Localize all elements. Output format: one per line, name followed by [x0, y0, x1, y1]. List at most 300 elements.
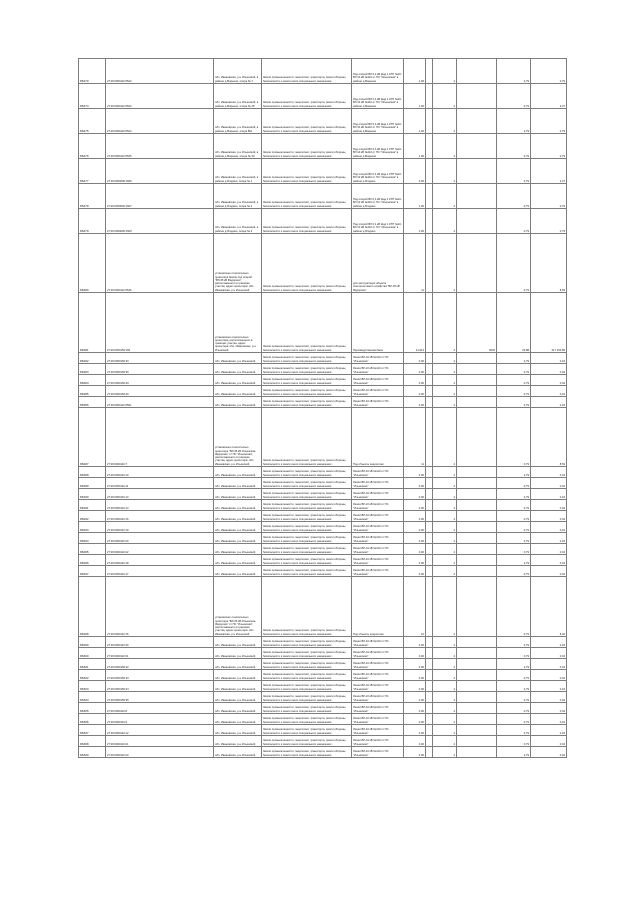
permitted-use: Линия ВЛ-10 кВ №110 от ПС "Ильинская": [352, 648, 404, 659]
location: обл. Ивановская, р-н Ильинский, в районе д.Марьино, опора № 25: [214, 84, 262, 109]
permitted-use: Линия ВЛ-10 кВ №110 от ПС "Ильинская": [352, 725, 404, 736]
location: обл. Ивановская, р-н Ильинский, в районе д.Ягодино, опора № 2: [214, 184, 262, 209]
location: обл. Ивановская, р-н Ильинский: [214, 736, 262, 747]
tax-value: 0,04: [531, 500, 567, 511]
spacer-cell: [426, 522, 433, 533]
tax-value: 0,04: [531, 703, 567, 714]
location: обл. Ивановская, р-н Ильинский: [214, 714, 262, 725]
count-value: 4: [433, 703, 457, 714]
extra-value: [457, 736, 497, 747]
cadastral-number: 27:06:0000150:30: [106, 353, 214, 364]
area-value: 0,00: [404, 681, 426, 692]
row-id: 86281: [79, 293, 106, 353]
rate-value: 0,79: [497, 566, 531, 577]
permitted-use: Линия ВЛ-10 кВ №110 от ПС "Ильинская": [352, 397, 404, 408]
spacer-cell: [426, 637, 433, 648]
extra-value: [457, 648, 497, 659]
location: обл. Ивановская, р-н Ильинский: [214, 747, 262, 758]
spacer-cell: [426, 234, 433, 293]
tax-value: 2,37: [531, 84, 567, 109]
rate-value: 0,79: [497, 84, 531, 109]
table-row: [79, 397, 567, 408]
permitted-use: Линия ВЛ-10 кВ №110 от ПС "Ильинская": [352, 703, 404, 714]
land-category: Земли промышленности, энергетики, транспорта, земли обороны, безопасности и земли иного специального назначения: [262, 747, 352, 758]
cadastral-number: 27:06:0000110:6561: [106, 397, 214, 408]
location: обл. Ивановская, р-н Ильинский: [214, 386, 262, 397]
area-value: 0,00: [404, 522, 426, 533]
spacer-cell: [426, 703, 433, 714]
cadastral-number: 27:06:0000110:6524: [106, 109, 214, 134]
area-value: 0,00: [404, 386, 426, 397]
table-row: [79, 84, 567, 109]
cadastral-number: 27:06:0000000:1505: [106, 159, 214, 184]
permitted-use: Линия ВЛ-10 кВ №110 от ПС "Ильинская": [352, 566, 404, 577]
permitted-use: Линия ВЛ-10 кВ №110 от ПС "Ильинская": [352, 489, 404, 500]
location: установлено относительно ориентира, расположенного в границах участка, адрес ориентира: обл. Ивановская, р-н Ильинский: [214, 293, 262, 353]
land-category: Земли промышленности, энергетики, транспорта, земли обороны, безопасности и земли иного специального назначения: [262, 234, 352, 293]
spacer-cell: [426, 109, 433, 134]
tax-value: 0,04: [531, 511, 567, 522]
area-value: 1,00: [404, 109, 426, 134]
area-value: 0,00: [404, 544, 426, 555]
location: обл. Ивановская, р-н Ильинский: [214, 500, 262, 511]
land-category: Земли промышленности, энергетики, транспорта, земли обороны, безопасности и земли иного специального назначения: [262, 566, 352, 577]
cadastral-number: 27:06:0000110:12: [106, 725, 214, 736]
tax-value: 0,04: [531, 736, 567, 747]
extra-value: [457, 692, 497, 703]
row-id: 86285: [79, 386, 106, 397]
count-value: 4: [433, 353, 457, 364]
row-id: 86297: [79, 566, 106, 577]
permitted-use: Под опорой ВЛ 0,4 кВ фид.1 КТП №10-ВЛ 10 кВ №110 от ПС "Ильинская" в районе д.Марьино: [352, 109, 404, 134]
location: обл. Ивановская, р-н Ильинский, в районе д.Марьино, опора Вк1: [214, 109, 262, 134]
count-value: 4: [433, 714, 457, 725]
permitted-use: Производственная база: [352, 293, 404, 353]
table-row: [79, 386, 567, 397]
tax-value: 0,04: [531, 670, 567, 681]
location: обл. Ивановская, р-н Ильинский: [214, 703, 262, 714]
permitted-use: Линия ВЛ-10 кВ №110 от ПС "Ильинская": [352, 478, 404, 489]
spacer-cell: [426, 375, 433, 386]
land-category: Земли промышленности, энергетики, транспорта, земли обороны, безопасности и земли иного специального назначения: [262, 703, 352, 714]
permitted-use: для эксплуатации объекта электросетевого хозяйства "ВЛ-35 кВ Фёдорово": [352, 234, 404, 293]
cadastral-number: 27:06:0000110:7: [106, 408, 214, 467]
land-category: Земли промышленности, энергетики, транспорта, земли обороны, безопасности и земли иного специального назначения: [262, 375, 352, 386]
location: обл. Ивановская, р-н Ильинский: [214, 364, 262, 375]
rate-value: 0,79: [497, 500, 531, 511]
area-value: 1,00: [404, 134, 426, 159]
permitted-use: Линия ВЛ-10 кВ №110 от ПС "Ильинская": [352, 375, 404, 386]
spacer-cell: [426, 489, 433, 500]
extra-value: [457, 681, 497, 692]
location: обл. Ивановская, р-н Ильинский: [214, 681, 262, 692]
count-value: 4: [433, 577, 457, 637]
extra-value: [457, 670, 497, 681]
extra-value: [457, 637, 497, 648]
location: обл. Ивановская, р-н Ильинский: [214, 670, 262, 681]
extra-value: [457, 500, 497, 511]
cadastral-number: 27:06:0000150:34: [106, 681, 214, 692]
area-value: 0,00: [404, 703, 426, 714]
cadastral-number: 27:06:0000110:23: [106, 747, 214, 758]
table-row: [79, 736, 567, 747]
area-value: 11: [404, 408, 426, 467]
location: обл. Ивановская, р-н Ильинский: [214, 375, 262, 386]
extra-value: [457, 59, 497, 84]
table-row: [79, 577, 567, 637]
row-id: 86282: [79, 353, 106, 364]
location: обл. Ивановская, р-н Ильинский: [214, 555, 262, 566]
permitted-use: Линия ВЛ-10 кВ №110 от ПС "Ильинская": [352, 544, 404, 555]
area-value: 0,00: [404, 714, 426, 725]
location: обл. Ивановская, р-н Ильинский: [214, 522, 262, 533]
location: обл. Ивановская, р-н Ильинский: [214, 637, 262, 648]
tax-value: 0,04: [531, 397, 567, 408]
spacer-cell: [426, 500, 433, 511]
cadastral-number: 27:06:0000110:21: [106, 736, 214, 747]
area-value: 0,00: [404, 736, 426, 747]
cadastral-number: 27:06:0000110:22: [106, 544, 214, 555]
count-value: 4: [433, 467, 457, 478]
row-id: 86291: [79, 500, 106, 511]
extra-value: [457, 159, 497, 184]
extra-value: [457, 714, 497, 725]
spacer-cell: [426, 134, 433, 159]
tax-value: 0,04: [531, 375, 567, 386]
rate-value: 0,79: [497, 134, 531, 159]
land-category: Земли промышленности, энергетики, транспорта, земли обороны, безопасности и земли иного специального назначения: [262, 692, 352, 703]
area-value: 1,00: [404, 59, 426, 84]
spacer-cell: [426, 59, 433, 84]
extra-value: [457, 386, 497, 397]
land-category: Земли промышленности, энергетики, транспорта, земли обороны, безопасности и земли иного специального назначения: [262, 209, 352, 234]
spacer-cell: [426, 408, 433, 467]
cadastral-number: 27:06:0000110:17: [106, 566, 214, 577]
rate-value: 0,79: [497, 681, 531, 692]
count-value: 4: [433, 692, 457, 703]
location: обл. Ивановская, р-н Ильинский: [214, 478, 262, 489]
spacer-cell: [426, 533, 433, 544]
rate-value: 0,79: [497, 386, 531, 397]
row-id: 86293: [79, 522, 106, 533]
table-row: [79, 670, 567, 681]
table-row: [79, 209, 567, 234]
row-id: 86301: [79, 659, 106, 670]
land-category: Земли промышленности, энергетики, транспорта, земли обороны, безопасности и земли иного специального назначения: [262, 522, 352, 533]
land-category: Земли промышленности, энергетики, транспорта, земли обороны, безопасности и земли иного специального назначения: [262, 184, 352, 209]
land-category: Земли промышленности, энергетики, транспорта, земли обороны, безопасности и земли иного специального назначения: [262, 544, 352, 555]
permitted-use: Под объекты энергетики: [352, 577, 404, 637]
row-id: 86299: [79, 637, 106, 648]
land-category: Земли промышленности, энергетики, транспорта, земли обороны, безопасности и земли иного специального назначения: [262, 489, 352, 500]
extra-value: [457, 353, 497, 364]
row-id: 86284: [79, 375, 106, 386]
tax-value: 0,04: [531, 648, 567, 659]
tax-value: 0,04: [531, 364, 567, 375]
land-category: Земли промышленности, энергетики, транспорта, земли обороны, безопасности и земли иного специального назначения: [262, 736, 352, 747]
land-category: Земли промышленности, энергетики, транспорта, земли обороны, безопасности и земли иного специального назначения: [262, 364, 352, 375]
extra-value: [457, 544, 497, 555]
row-id: 86309: [79, 747, 106, 758]
rate-value: 0,79: [497, 659, 531, 670]
row-id: 86307: [79, 725, 106, 736]
cadastral-number: 27:06:0000110:8: [106, 703, 214, 714]
location: обл. Ивановская, р-н Ильинский: [214, 725, 262, 736]
spacer-cell: [426, 364, 433, 375]
count-value: 4: [433, 648, 457, 659]
count-value: 4: [433, 637, 457, 648]
rate-value: 0,79: [497, 533, 531, 544]
area-value: 1,00: [404, 184, 426, 209]
tax-value: 0,79: [531, 134, 567, 159]
table-row: [79, 714, 567, 725]
area-value: 0,00: [404, 648, 426, 659]
rate-value: 0,79: [497, 159, 531, 184]
rate-value: 0,79: [497, 725, 531, 736]
tax-value: 8,02: [531, 577, 567, 637]
cadastral-number: 27:06:0000110:6546: [106, 234, 214, 293]
cadastral-number: 27:06:0000150:35: [106, 692, 214, 703]
area-value: 0,00: [404, 659, 426, 670]
count-value: 4: [433, 159, 457, 184]
spacer-cell: [426, 670, 433, 681]
row-id: 86288: [79, 467, 106, 478]
permitted-use: Линия ВЛ-10 кВ №110 от ПС "Ильинская": [352, 500, 404, 511]
tax-value: 0,04: [531, 747, 567, 758]
spacer-cell: [426, 209, 433, 234]
tax-value: 0,04: [531, 725, 567, 736]
table-row: [79, 725, 567, 736]
land-category: Земли промышленности, энергетики, транспорта, земли обороны, безопасности и земли иного специального назначения: [262, 511, 352, 522]
permitted-use: Линия ВЛ-10 кВ №110 от ПС "Ильинская": [352, 670, 404, 681]
cadastral-number: 27:06:0000110:19: [106, 522, 214, 533]
count-value: 4: [433, 408, 457, 467]
count-value: 4: [433, 670, 457, 681]
area-value: 0,00: [404, 478, 426, 489]
land-category: Земли промышленности, энергетики, транспорта, земли обороны, безопасности и земли иного специального назначения: [262, 725, 352, 736]
table-row: [79, 59, 567, 84]
permitted-use: Под объекты энергетики: [352, 408, 404, 467]
location: обл. Ивановская, р-н Ильинский: [214, 467, 262, 478]
land-category: Земли промышленности, энергетики, транспорта, земли обороны, безопасности и земли иного специального назначения: [262, 637, 352, 648]
cadastral-number: 27:06:0000150:32: [106, 659, 214, 670]
rate-value: 0,79: [497, 184, 531, 209]
count-value: 4: [433, 566, 457, 577]
count-value: 4: [433, 134, 457, 159]
area-value: 0,00: [404, 375, 426, 386]
table-row: [79, 511, 567, 522]
area-value: 0,00: [404, 500, 426, 511]
tax-value: 0,04: [531, 467, 567, 478]
location: обл. Ивановская, р-н Ильинский, в районе д.Марьино, опора № 7: [214, 59, 262, 84]
extra-value: [457, 703, 497, 714]
tax-value: 0,04: [531, 637, 567, 648]
row-id: 86300: [79, 648, 106, 659]
land-category: Земли промышленности, энергетики, транспорта, земли обороны, безопасности и земли иного специального назначения: [262, 408, 352, 467]
extra-value: [457, 489, 497, 500]
extra-value: [457, 533, 497, 544]
tax-value: 0,04: [531, 566, 567, 577]
cadastral-number: 27:06:0000110:15: [106, 577, 214, 637]
spacer-cell: [426, 725, 433, 736]
permitted-use: Линия ВЛ-10 кВ №110 от ПС "Ильинская": [352, 681, 404, 692]
table-row: [79, 134, 567, 159]
area-value: 0,00: [404, 364, 426, 375]
rate-value: 0,79: [497, 670, 531, 681]
count-value: 4: [433, 522, 457, 533]
row-id: 86304: [79, 692, 106, 703]
row-id: 86305: [79, 703, 106, 714]
tax-value: 0,04: [531, 386, 567, 397]
tax-value: 0,04: [531, 692, 567, 703]
location: установлено относительно ориентира Земли под опорой "ВЛ-35 кВ Фёдорово", расположенного в границах участка, адрес ориентира: обл. Ивановская, р-н Ильинский: [214, 234, 262, 293]
area-value: 0,00: [404, 566, 426, 577]
land-category: Земли промышленности, энергетики, транспорта, земли обороны, безопасности и земли иного специального назначения: [262, 714, 352, 725]
land-category: Земли промышленности, энергетики, транспорта, земли обороны, безопасности и земли иного специального назначения: [262, 500, 352, 511]
extra-value: [457, 184, 497, 209]
spacer-cell: [426, 511, 433, 522]
count-value: 4: [433, 397, 457, 408]
tax-value: 0,04: [531, 714, 567, 725]
location: обл. Ивановская, р-н Ильинский: [214, 511, 262, 522]
rate-value: 0,79: [497, 637, 531, 648]
row-id: 86275: [79, 109, 106, 134]
permitted-use: Линия ВЛ-10 кВ №110 от ПС "Ильинская": [352, 659, 404, 670]
count-value: 4: [433, 234, 457, 293]
rate-value: 0,79: [497, 714, 531, 725]
permitted-use: Линия ВЛ-10 кВ №110 от ПС "Ильинская": [352, 364, 404, 375]
table-row: [79, 353, 567, 364]
permitted-use: Под опорой ВЛ 0,4 кВ фид.1 КТП №10-ВЛ 10 кВ №110 от ПС "Ильинская" в районе д.Марьино: [352, 84, 404, 109]
rate-value: 0,79: [497, 397, 531, 408]
land-category: Земли промышленности, энергетики, транспорта, земли обороны, безопасности и земли иного специального назначения: [262, 681, 352, 692]
count-value: 4: [433, 109, 457, 134]
cadastral-number: 27:06:0000110:13: [106, 489, 214, 500]
spacer-cell: [426, 159, 433, 184]
count-value: 4: [433, 511, 457, 522]
area-value: 0,00: [404, 467, 426, 478]
row-id: 86295: [79, 544, 106, 555]
extra-value: 3633: [457, 293, 497, 353]
extra-value: [457, 364, 497, 375]
location: обл. Ивановская, р-н Ильинский, в районе д.Ягодино, опора № 3: [214, 209, 262, 234]
area-value: 11: [404, 234, 426, 293]
row-id: 86294: [79, 533, 106, 544]
rate-value: 0,79: [497, 648, 531, 659]
land-plots-table: [78, 58, 567, 758]
cadastral-number: 27:06:0000110:18: [106, 555, 214, 566]
count-value: 4: [433, 736, 457, 747]
spacer-cell: [426, 467, 433, 478]
land-category: Земли промышленности, энергетики, транспорта, земли обороны, безопасности и земли иного специального назначения: [262, 659, 352, 670]
permitted-use: Линия ВЛ-10 кВ №110 от ПС "Ильинская": [352, 533, 404, 544]
table-row: [79, 489, 567, 500]
count-value: 4: [433, 478, 457, 489]
rate-value: 0,79: [497, 364, 531, 375]
count-value: 4: [433, 84, 457, 109]
table-row: [79, 467, 567, 478]
cadastral-number: 27:06:0000000:1509: [106, 209, 214, 234]
count-value: 4: [433, 544, 457, 555]
row-id: 86292: [79, 511, 106, 522]
extra-value: [457, 555, 497, 566]
count-value: 4: [433, 59, 457, 84]
cadastral-number: 27:06:0000000:1507: [106, 184, 214, 209]
rate-value: 0,79: [497, 577, 531, 637]
tax-value: 8,69: [531, 234, 567, 293]
row-id: 86270: [79, 59, 106, 84]
permitted-use: Под опорой ВЛ 0,4 кВ фид.1 КТП №10-ВЛ 10 кВ №110 от ПС "Ильинская" в районе д.Марьино: [352, 134, 404, 159]
permitted-use: Линия ВЛ-10 кВ №110 от ПС "Ильинская": [352, 511, 404, 522]
area-value: 0,00: [404, 353, 426, 364]
rate-value: 0,79: [497, 478, 531, 489]
tax-value: 0,04: [531, 659, 567, 670]
tax-value: 0,04: [531, 533, 567, 544]
table-row: [79, 703, 567, 714]
table-row: [79, 555, 567, 566]
cadastral-number: 27:06:0000110:31: [106, 648, 214, 659]
row-id: 86283: [79, 364, 106, 375]
row-id: 86287: [79, 408, 106, 467]
land-category: Земли промышленности, энергетики, транспорта, земли обороны, безопасности и земли иного специального назначения: [262, 555, 352, 566]
tax-value: 0,04: [531, 478, 567, 489]
spacer-cell: [426, 555, 433, 566]
area-value: 0,00: [404, 555, 426, 566]
spacer-cell: [426, 293, 433, 353]
tax-value: 0,04: [531, 353, 567, 364]
land-category: Земли промышленности, энергетики, транспорта, земли обороны, безопасности и земли иного специального назначения: [262, 84, 352, 109]
row-id: 86286: [79, 397, 106, 408]
rate-value: 0,79: [497, 703, 531, 714]
rate-value: 0,79: [497, 555, 531, 566]
rate-value: 20,88: [497, 293, 531, 353]
land-category: Земли промышленности, энергетики, транспорта, земли обороны, безопасности и земли иного специального назначения: [262, 353, 352, 364]
permitted-use: Линия ВЛ-10 кВ №110 от ПС "Ильинская": [352, 522, 404, 533]
land-category: Земли промышленности, энергетики, транспорта, земли обороны, безопасности и земли иного специального назначения: [262, 159, 352, 184]
area-value: 0,00: [404, 747, 426, 758]
tax-value: 0,04: [531, 681, 567, 692]
permitted-use: Линия ВЛ-10 кВ №110 от ПС "Ильинская": [352, 555, 404, 566]
area-value: 14 913: [404, 293, 426, 353]
count-value: 4: [433, 364, 457, 375]
rate-value: 0,79: [497, 375, 531, 386]
table-row: [79, 500, 567, 511]
tax-value: 417 154,89: [531, 293, 567, 353]
area-value: 3,00: [404, 159, 426, 184]
cadastral-number: 27:06:0000110:6525: [106, 134, 214, 159]
tax-value: 0,04: [531, 489, 567, 500]
location: обл. Ивановская, р-н Ильинский: [214, 353, 262, 364]
rate-value: 0,79: [497, 692, 531, 703]
spacer-cell: [426, 747, 433, 758]
land-category: Земли промышленности, энергетики, транспорта, земли обороны, безопасности и земли иного специального назначения: [262, 386, 352, 397]
count-value: 4: [433, 375, 457, 386]
cadastral-number: 27:06:0000110:11: [106, 478, 214, 489]
land-category: Земли промышленности, энергетики, транспорта, земли обороны, безопасности и земли иного специального назначения: [262, 293, 352, 353]
count-value: 4: [433, 489, 457, 500]
table-row: [79, 293, 567, 353]
land-category: Земли промышленности, энергетики, транспорта, земли обороны, безопасности и земли иного специального назначения: [262, 577, 352, 637]
table-row: [79, 478, 567, 489]
spacer-cell: [426, 184, 433, 209]
tax-value: 0,79: [531, 184, 567, 209]
rate-value: 0,79: [497, 467, 531, 478]
spacer-cell: [426, 659, 433, 670]
extra-value: [457, 522, 497, 533]
spacer-cell: [426, 84, 433, 109]
count-value: 4: [433, 293, 457, 353]
extra-value: [457, 375, 497, 386]
